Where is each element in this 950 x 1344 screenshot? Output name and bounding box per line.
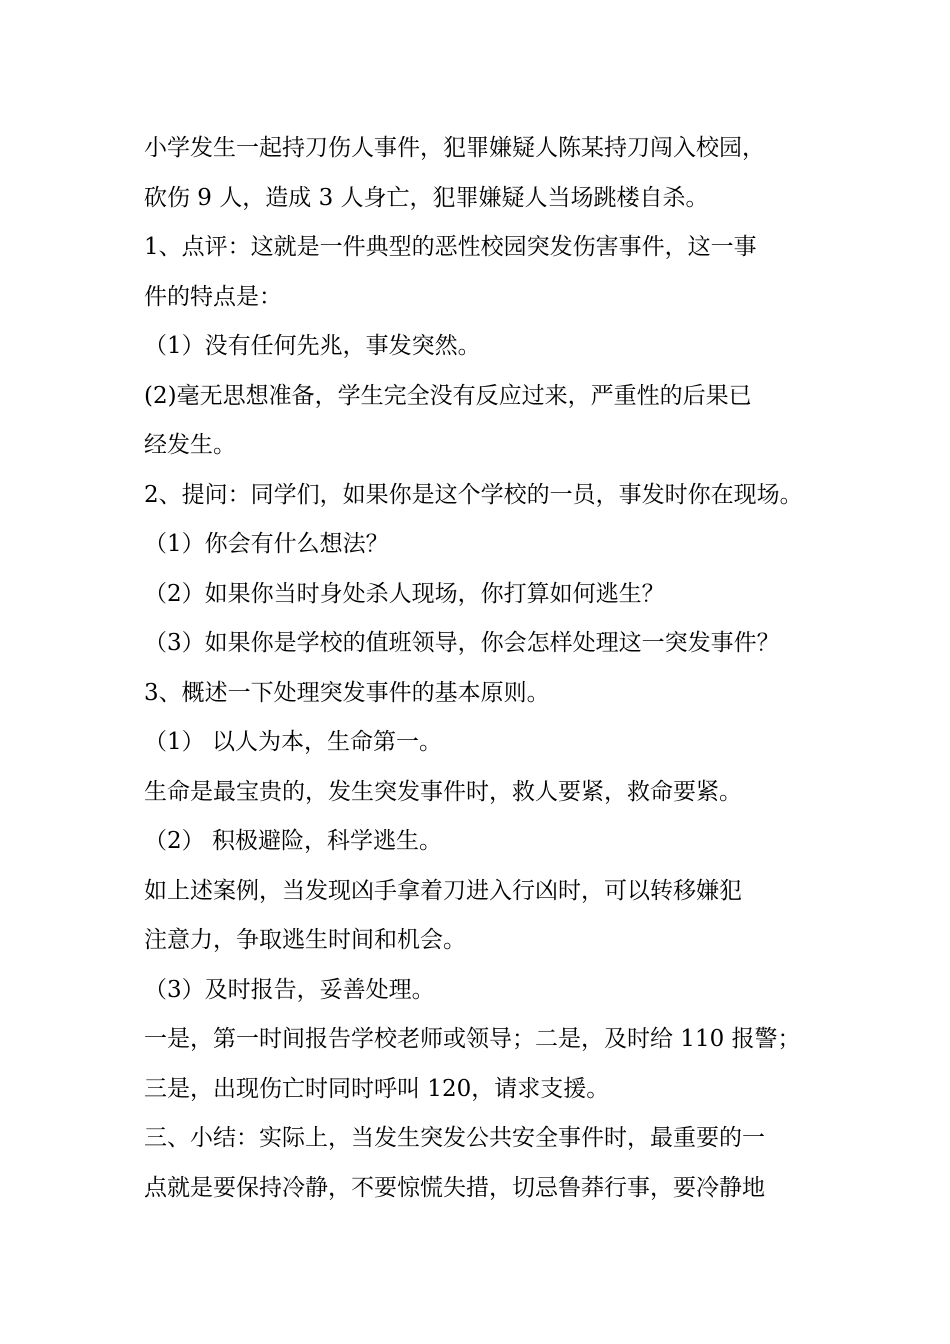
text-line: 注意力，争取逃生时间和机会。 xyxy=(144,927,466,953)
text-line: （2） 积极避险，科学逃生。 xyxy=(144,828,442,854)
text-line: （3）如果你是学校的值班领导，你会怎样处理这一突发事件？ xyxy=(144,630,780,656)
text-line: 2、提问：同学们，如果你是这个学校的一员，事发时你在现场。 xyxy=(144,481,803,508)
text-line: 生命是最宝贵的，发生突发事件时，救人要紧，救命要紧。 xyxy=(144,778,742,805)
document-body xyxy=(144,124,844,1213)
text-line: 三、小结：实际上，当发生突发公共安全事件时，最重要的一 xyxy=(144,1125,765,1151)
text-line: 一是，第一时间报告学校老师或领导；二是，及时给 110 报警； xyxy=(144,1026,801,1052)
text-line: （2）如果你当时身处杀人现场，你打算如何逃生？ xyxy=(144,580,665,607)
text-line: 件的特点是： xyxy=(144,283,282,310)
text-line: （1） 以人为本，生命第一。 xyxy=(144,729,442,755)
text-line: (2)毫无思想准备，学生完全没有反应过来，严重性的后果已 xyxy=(144,382,752,409)
text-line: 点就是要保持冷静，不要惊慌失措，切忌鲁莽行事，要冷静地 xyxy=(144,1174,765,1201)
text-line: 砍伤 9 人，造成 3 人身亡，犯罪嫌疑人当场跳楼自杀。 xyxy=(144,184,709,211)
text-line: 1、点评：这就是一件典型的恶性校园突发伤害事件，这一事 xyxy=(144,234,757,260)
text-line: 3、概述一下处理突发事件的基本原则。 xyxy=(144,679,550,706)
text-line: 经发生。 xyxy=(144,432,236,458)
text-line: （1）你会有什么想法？ xyxy=(144,531,389,557)
text-line: 如上述案例，当发现凶手拿着刀进入行凶时，可以转移嫌犯 xyxy=(144,877,742,904)
text-line: 三是，出现伤亡时同时呼叫 120，请求支援。 xyxy=(144,1075,610,1102)
text-line: 小学发生一起持刀伤人事件，犯罪嫌疑人陈某持刀闯入校园， xyxy=(144,135,765,161)
text-line: （3）及时报告，妥善处理。 xyxy=(144,976,435,1003)
text-line: （1）没有任何先兆，事发突然。 xyxy=(144,333,481,359)
